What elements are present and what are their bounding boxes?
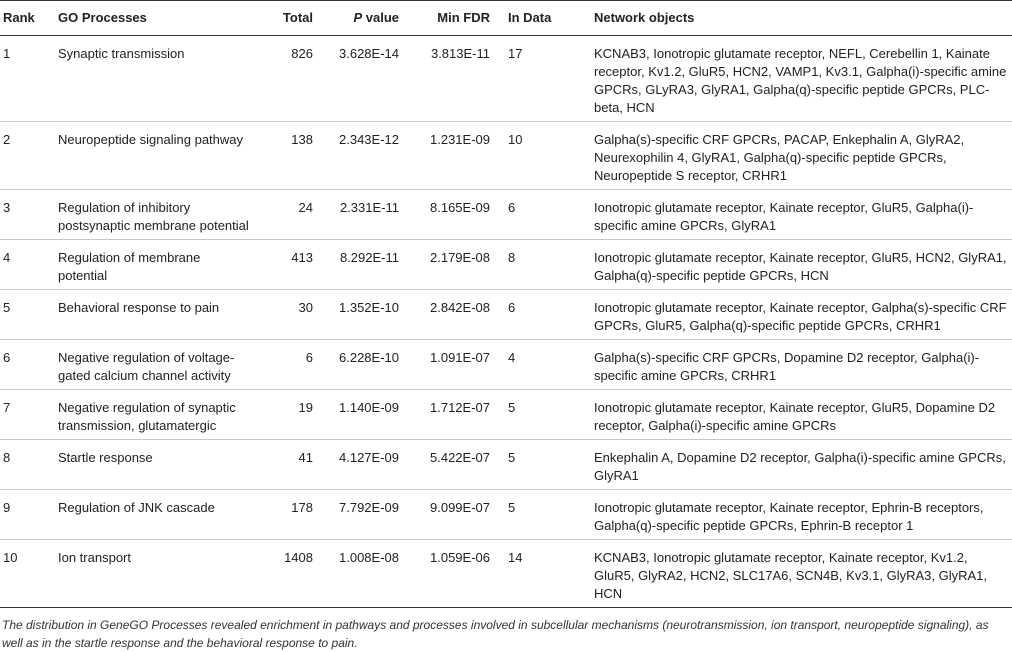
cell-in-data: 4 bbox=[498, 340, 582, 390]
cell-in-data: 5 bbox=[498, 390, 582, 440]
header-row bbox=[0, 1, 1012, 36]
cell-network-objects: Ionotropic glutamate receptor, Kainate receptor, GluR5, HCN2, GlyRA1, Galpha(q)-specific peptide GPCRs, HCN bbox=[582, 240, 1012, 290]
cell-network-objects: KCNAB3, Ionotropic glutamate receptor, Kainate receptor, Kv1.2, GluR5, GlyRA2, HCN2, SLC17A6, SCN4B, Kv3.1, GlyRA3, GlyRA1, HCN bbox=[582, 540, 1012, 608]
cell-in-data: 14 bbox=[498, 540, 582, 608]
header-min-fdr: Min FDR bbox=[407, 1, 498, 36]
cell-total: 30 bbox=[260, 290, 321, 340]
cell-go-process: Regulation of inhibitory postsynaptic membrane potential bbox=[58, 190, 260, 240]
cell-total: 1408 bbox=[260, 540, 321, 608]
cell-total: 138 bbox=[260, 122, 321, 190]
cell-min-fdr: 2.842E-08 bbox=[407, 290, 498, 340]
cell-p-value: 2.331E-11 bbox=[321, 190, 407, 240]
cell-total: 826 bbox=[260, 36, 321, 122]
header-rank: Rank bbox=[0, 1, 58, 36]
cell-rank: 8 bbox=[0, 440, 58, 490]
cell-in-data: 6 bbox=[498, 290, 582, 340]
cell-go-process: Ion transport bbox=[58, 540, 260, 608]
cell-total: 413 bbox=[260, 240, 321, 290]
cell-go-process: Behavioral response to pain bbox=[58, 290, 260, 340]
header-p-rest: value bbox=[362, 10, 399, 25]
cell-go-process: Startle response bbox=[58, 440, 260, 490]
header-p-value bbox=[321, 1, 407, 36]
cell-go-process: Regulation of membrane potential bbox=[58, 240, 260, 290]
cell-min-fdr: 9.099E-07 bbox=[407, 490, 498, 540]
cell-rank: 4 bbox=[0, 240, 58, 290]
table-row bbox=[0, 540, 1012, 608]
cell-network-objects: Ionotropic glutamate receptor, Kainate receptor, GluR5, Galpha(i)-specific amine GPCRs, GlyRA1 bbox=[582, 190, 1012, 240]
cell-total: 178 bbox=[260, 490, 321, 540]
table-row bbox=[0, 390, 1012, 440]
cell-go-process: Neuropeptide signaling pathway bbox=[58, 122, 260, 190]
cell-in-data: 8 bbox=[498, 240, 582, 290]
cell-in-data: 6 bbox=[498, 190, 582, 240]
cell-total: 24 bbox=[260, 190, 321, 240]
cell-rank: 3 bbox=[0, 190, 58, 240]
cell-in-data: 17 bbox=[498, 36, 582, 122]
table-row bbox=[0, 290, 1012, 340]
table-row bbox=[0, 340, 1012, 390]
table-header bbox=[0, 1, 1012, 36]
cell-network-objects: Galpha(s)-specific CRF GPCRs, PACAP, Enkephalin A, GlyRA2, Neurexophilin 4, GlyRA1, Galpha(q)-specific peptide GPCRs, Neuropeptide S receptor, CRHR1 bbox=[582, 122, 1012, 190]
cell-min-fdr: 1.231E-09 bbox=[407, 122, 498, 190]
cell-rank: 9 bbox=[0, 490, 58, 540]
table-footnote: The distribution in GeneGO Processes revealed enrichment in pathways and processes involved in subcellular mechanisms (neurotransmission, ion transport, neuropeptide signaling), as well as in the startle response and the behavioral response to pain. bbox=[2, 618, 989, 650]
header-in-data: In Data bbox=[498, 1, 582, 36]
table-row bbox=[0, 240, 1012, 290]
cell-go-process: Regulation of JNK cascade bbox=[58, 490, 260, 540]
cell-go-process: Negative regulation of synaptic transmission, glutamatergic bbox=[58, 390, 260, 440]
cell-p-value: 8.292E-11 bbox=[321, 240, 407, 290]
cell-network-objects: Galpha(s)-specific CRF GPCRs, Dopamine D2 receptor, Galpha(i)-specific amine GPCRs, CRHR1 bbox=[582, 340, 1012, 390]
header-total: Total bbox=[260, 1, 321, 36]
cell-network-objects: Enkephalin A, Dopamine D2 receptor, Galpha(i)-specific amine GPCRs, GlyRA1 bbox=[582, 440, 1012, 490]
table-row bbox=[0, 490, 1012, 540]
cell-min-fdr: 8.165E-09 bbox=[407, 190, 498, 240]
header-p-letter: P bbox=[353, 10, 363, 25]
table-row bbox=[0, 122, 1012, 190]
cell-min-fdr: 5.422E-07 bbox=[407, 440, 498, 490]
cell-min-fdr: 2.179E-08 bbox=[407, 240, 498, 290]
cell-p-value: 4.127E-09 bbox=[321, 440, 407, 490]
cell-min-fdr: 3.813E-11 bbox=[407, 36, 498, 122]
cell-rank: 6 bbox=[0, 340, 58, 390]
cell-min-fdr: 1.059E-06 bbox=[407, 540, 498, 608]
cell-p-value: 6.228E-10 bbox=[321, 340, 407, 390]
cell-network-objects: Ionotropic glutamate receptor, Kainate receptor, GluR5, Dopamine D2 receptor, Galpha(i)-specific amine GPCRs bbox=[582, 390, 1012, 440]
cell-rank: 10 bbox=[0, 540, 58, 608]
cell-in-data: 10 bbox=[498, 122, 582, 190]
cell-p-value: 2.343E-12 bbox=[321, 122, 407, 190]
cell-min-fdr: 1.091E-07 bbox=[407, 340, 498, 390]
cell-go-process: Negative regulation of voltage-gated calcium channel activity bbox=[58, 340, 260, 390]
cell-p-value: 1.140E-09 bbox=[321, 390, 407, 440]
cell-total: 41 bbox=[260, 440, 321, 490]
cell-p-value: 7.792E-09 bbox=[321, 490, 407, 540]
cell-rank: 5 bbox=[0, 290, 58, 340]
cell-in-data: 5 bbox=[498, 440, 582, 490]
cell-network-objects: KCNAB3, Ionotropic glutamate receptor, NEFL, Cerebellin 1, Kainate receptor, Kv1.2, GluR5, HCN2, VAMP1, Kv3.1, Galpha(i)-specific amine GPCRs, GLyRA3, GlyRA1, Galpha(q)-specific peptide GPCRs, PLC-beta, HCN bbox=[582, 36, 1012, 122]
cell-p-value: 1.008E-08 bbox=[321, 540, 407, 608]
table-body bbox=[0, 36, 1012, 608]
cell-p-value: 3.628E-14 bbox=[321, 36, 407, 122]
table-row bbox=[0, 190, 1012, 240]
cell-rank: 7 bbox=[0, 390, 58, 440]
table-row bbox=[0, 440, 1012, 490]
header-network-objects: Network objects bbox=[582, 1, 1012, 36]
cell-min-fdr: 1.712E-07 bbox=[407, 390, 498, 440]
cell-rank: 1 bbox=[0, 36, 58, 122]
cell-p-value: 1.352E-10 bbox=[321, 290, 407, 340]
cell-rank: 2 bbox=[0, 122, 58, 190]
cell-total: 19 bbox=[260, 390, 321, 440]
header-go-processes: GO Processes bbox=[58, 1, 260, 36]
cell-network-objects: Ionotropic glutamate receptor, Kainate receptor, Ephrin-B receptors, Galpha(q)-specific peptide GPCRs, Ephrin-B receptor 1 bbox=[582, 490, 1012, 540]
table-row bbox=[0, 36, 1012, 122]
cell-total: 6 bbox=[260, 340, 321, 390]
cell-in-data: 5 bbox=[498, 490, 582, 540]
cell-network-objects: Ionotropic glutamate receptor, Kainate receptor, Galpha(s)-specific CRF GPCRs, GluR5, Galpha(q)-specific peptide GPCRs, CRHR1 bbox=[582, 290, 1012, 340]
cell-go-process: Synaptic transmission bbox=[58, 36, 260, 122]
